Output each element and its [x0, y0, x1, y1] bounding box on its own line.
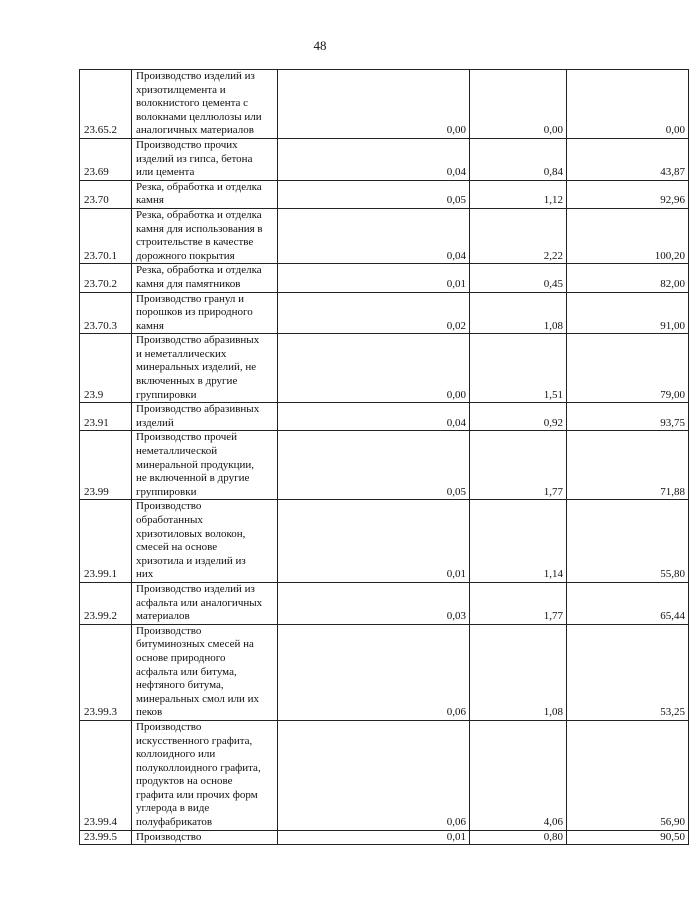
row-value-3: 71,88 — [567, 431, 689, 500]
row-value-1: 0,01 — [278, 830, 470, 845]
row-code: 23.99.2 — [80, 582, 132, 624]
row-code: 23.99 — [80, 431, 132, 500]
row-value-2: 0,80 — [470, 830, 567, 845]
row-value-3: 82,00 — [567, 264, 689, 292]
row-name: Резка, обработка и отделка камня — [132, 180, 278, 208]
row-code: 23.99.4 — [80, 720, 132, 830]
row-value-3: 43,87 — [567, 138, 689, 180]
row-value-2: 1,14 — [470, 500, 567, 583]
row-value-1: 0,01 — [278, 264, 470, 292]
row-value-3: 56,90 — [567, 720, 689, 830]
row-value-2: 1,51 — [470, 334, 567, 403]
row-value-1: 0,03 — [278, 582, 470, 624]
row-name: Производство битуминозных смесей на основе природного асфальта или битума, нефтяного битума, минеральных смол или их пеков — [132, 624, 278, 720]
row-value-1: 0,00 — [278, 334, 470, 403]
row-value-2: 2,22 — [470, 208, 567, 263]
row-value-3: 0,00 — [567, 70, 689, 139]
row-name: Резка, обработка и отделка камня для использования в строительстве в качестве дорожного покрытия — [132, 208, 278, 263]
row-value-2: 1,77 — [470, 582, 567, 624]
row-value-3: 91,00 — [567, 292, 689, 334]
row-value-1: 0,05 — [278, 180, 470, 208]
row-value-2: 1,77 — [470, 431, 567, 500]
row-code: 23.9 — [80, 334, 132, 403]
row-code: 23.99.5 — [80, 830, 132, 845]
row-code: 23.70 — [80, 180, 132, 208]
row-value-3: 53,25 — [567, 624, 689, 720]
row-name: Резка, обработка и отделка камня для памятников — [132, 264, 278, 292]
row-value-2: 1,08 — [470, 624, 567, 720]
row-value-3: 93,75 — [567, 403, 689, 431]
table-row — [80, 582, 689, 624]
row-code: 23.70.2 — [80, 264, 132, 292]
table-row — [80, 180, 689, 208]
table-row — [80, 334, 689, 403]
page-number: 48 — [313, 38, 327, 53]
row-value-3: 55,80 — [567, 500, 689, 583]
table-row — [80, 70, 689, 139]
table-row — [80, 830, 689, 845]
table-row — [80, 720, 689, 830]
row-value-2: 4,06 — [470, 720, 567, 830]
row-value-2: 0,00 — [470, 70, 567, 139]
row-code: 23.99.3 — [80, 624, 132, 720]
table-row — [80, 431, 689, 500]
row-name: Производство обработанных хризотиловых волокон, смесей на основе хризотила и изделий из них — [132, 500, 278, 583]
table-row — [80, 500, 689, 583]
table-row — [80, 624, 689, 720]
row-value-3: 100,20 — [567, 208, 689, 263]
row-code: 23.70.3 — [80, 292, 132, 334]
row-value-1: 0,06 — [278, 720, 470, 830]
row-value-2: 1,08 — [470, 292, 567, 334]
row-value-2: 0,45 — [470, 264, 567, 292]
row-value-3: 79,00 — [567, 334, 689, 403]
row-name: Производство искусственного графита, коллоидного или полуколлоидного графита, продуктов на основе графита или прочих форм углерода в виде полуфабрикатов — [132, 720, 278, 830]
row-name: Производство изделий из хризотилцемента и волокнистого цемента с волокнами целлюлозы или аналогичных материалов — [132, 70, 278, 139]
row-value-3: 65,44 — [567, 582, 689, 624]
row-value-1: 0,04 — [278, 403, 470, 431]
row-value-1: 0,05 — [278, 431, 470, 500]
row-code: 23.65.2 — [80, 70, 132, 139]
row-name: Производство — [132, 830, 278, 845]
data-table — [79, 69, 689, 845]
row-name: Производство прочих изделий из гипса, бетона или цемента — [132, 138, 278, 180]
row-code: 23.69 — [80, 138, 132, 180]
row-value-2: 0,84 — [470, 138, 567, 180]
row-name: Производство прочей неметаллической минеральной продукции, не включенной в другие группировки — [132, 431, 278, 500]
row-value-1: 0,04 — [278, 138, 470, 180]
table-row — [80, 208, 689, 263]
row-value-3: 90,50 — [567, 830, 689, 845]
row-name: Производство абразивных изделий — [132, 403, 278, 431]
row-value-2: 0,92 — [470, 403, 567, 431]
row-value-1: 0,00 — [278, 70, 470, 139]
table-row — [80, 138, 689, 180]
row-code: 23.91 — [80, 403, 132, 431]
row-value-1: 0,01 — [278, 500, 470, 583]
row-code: 23.70.1 — [80, 208, 132, 263]
row-name: Производство гранул и порошков из природного камня — [132, 292, 278, 334]
row-name: Производство изделий из асфальта или аналогичных материалов — [132, 582, 278, 624]
table-row — [80, 264, 689, 292]
table-row — [80, 292, 689, 334]
row-value-1: 0,04 — [278, 208, 470, 263]
row-value-1: 0,06 — [278, 624, 470, 720]
row-value-2: 1,12 — [470, 180, 567, 208]
row-value-1: 0,02 — [278, 292, 470, 334]
row-value-3: 92,96 — [567, 180, 689, 208]
row-code: 23.99.1 — [80, 500, 132, 583]
row-name: Производство абразивных и неметаллических минеральных изделий, не включенных в другие группировки — [132, 334, 278, 403]
table-row — [80, 403, 689, 431]
